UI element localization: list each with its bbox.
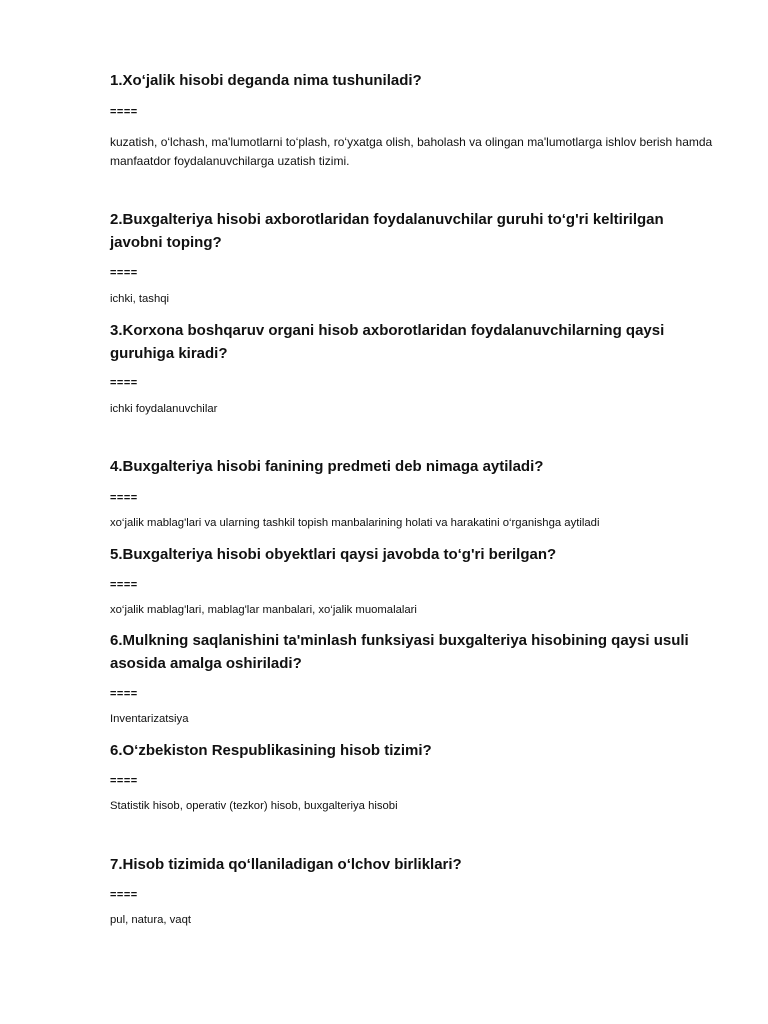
answer-2: ichki, tashqi	[110, 293, 170, 305]
question-6: 6.Mulkning saqlanishini ta'minlash funksiyasi buxgalteriya hisobining qaysi usuli asosida amalga oshiriladi?	[110, 632, 689, 672]
separator-7: ====	[110, 775, 138, 787]
answer-4: xo‘jalik mablag'lari va ularning tashkil topish manbalarining holati va harakatini o‘rganishga aytiladi	[110, 517, 600, 529]
separator-1: ====	[110, 106, 138, 118]
question-1: 1.Xo‘jalik hisobi deganda nima tushuniladi?	[110, 72, 422, 89]
separator-4: ====	[110, 492, 138, 504]
separator-2: ====	[110, 267, 138, 279]
question-5: 5.Buxgalteriya hisobi obyektlari qaysi javobda to‘g'ri berilgan?	[110, 546, 557, 563]
separator-3: ====	[110, 377, 138, 389]
question-3: 3.Korxona boshqaruv organi hisob axborotlaridan foydalanuvchilarning qaysi guruhiga kiradi?	[110, 322, 665, 362]
question-2: 2.Buxgalteriya hisobi axborotlaridan foydalanuvchilar guruhi to‘g'ri keltirilgan javobni toping?	[110, 211, 664, 251]
answer-1: kuzatish, o‘lchash, ma'lumotlarni to‘plash, ro‘yxatga olish, baholash va olingan ma'lumotlarga ishlov berish hamda manfaatdor foydalanuvchilarga uzatish tizimi.	[110, 135, 713, 168]
question-4: 4.Buxgalteriya hisobi fanining predmeti deb nimaga aytiladi?	[110, 458, 544, 475]
answer-3: ichki foydalanuvchilar	[110, 403, 218, 415]
question-7: 6.O‘zbekiston Respublikasining hisob tizimi?	[110, 742, 432, 759]
answer-6: Inventarizatsiya	[110, 713, 189, 725]
answer-8: pul, natura, vaqt	[110, 914, 192, 926]
separator-6: ====	[110, 688, 138, 700]
separator-5: ====	[110, 579, 138, 591]
answer-5: xo‘jalik mablag'lari, mablag'lar manbalari, xo‘jalik muomalalari	[110, 604, 417, 616]
separator-8: ====	[110, 889, 138, 901]
question-8: 7.Hisob tizimida qo‘llaniladigan o‘lchov birliklari?	[110, 856, 462, 873]
answer-7: Statistik hisob, operativ (tezkor) hisob, buxgalteriya hisobi	[110, 800, 398, 812]
